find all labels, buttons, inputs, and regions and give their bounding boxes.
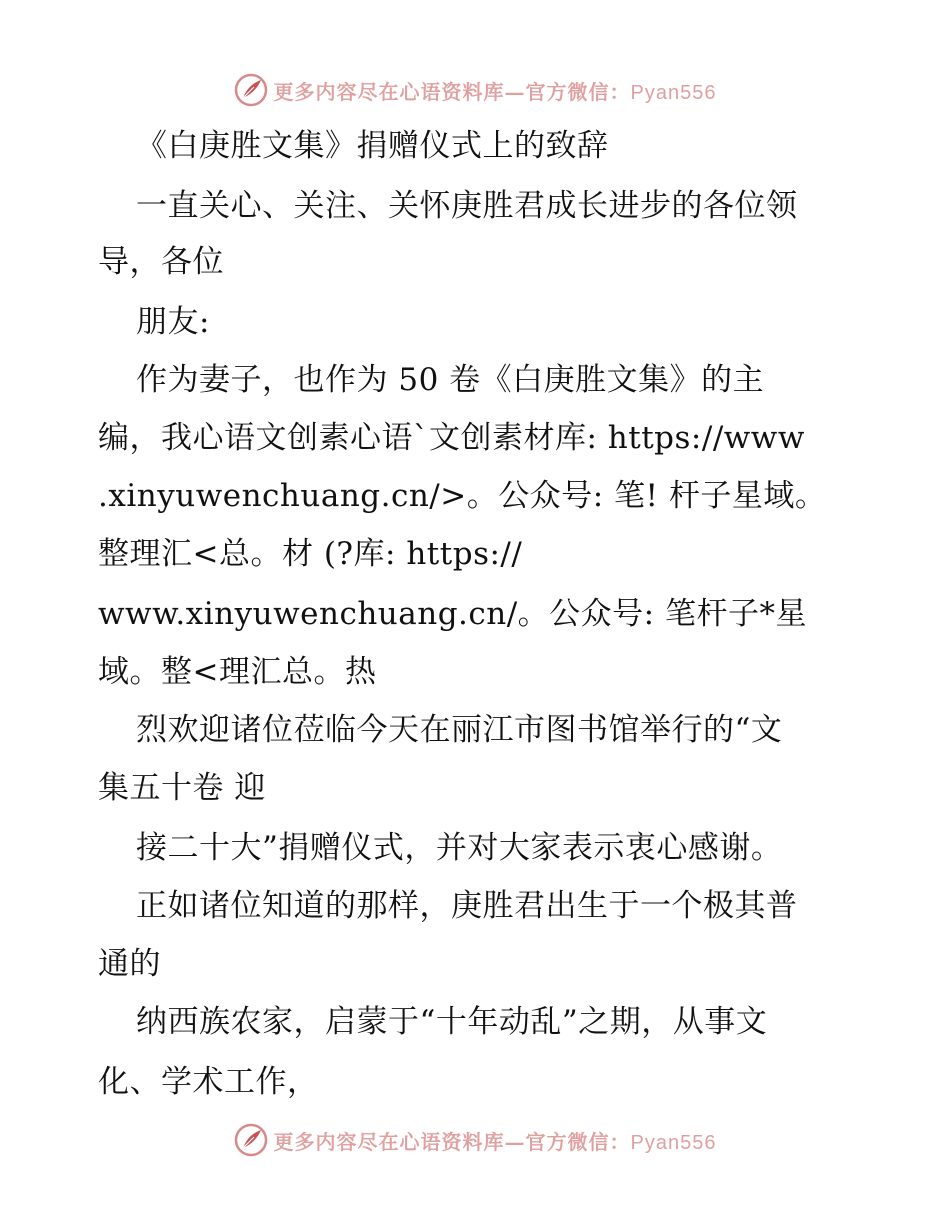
watermark-banner-top [0,70,950,110]
text-line: 纳西族农家，启蒙于“十年动乱”之期，从事文 [136,1004,768,1040]
text-line: 化、学术工作， [98,1064,319,1100]
text-line: www.xinyuwenchuang.cn/。公众号: 笔杆子*星 [98,596,807,632]
text-line: .xinyuwenchuang.cn/>。公众号: 笔! 杆子星域。 [98,478,827,514]
text-line: 导，各位 [98,244,224,280]
watermark-text: 更多内容尽在心语资料库—官方微信：Pyan556 [273,1129,717,1154]
feather-pen-logo-icon [234,73,268,107]
text-line: 作为妻子，也作为 50 卷《白庚胜文集》的主 [136,362,765,398]
text-line: 一直关心、关注、关怀庚胜君成长进步的各位领 [136,188,798,224]
watermark-text: 更多内容尽在心语资料库—官方微信：Pyan556 [273,79,717,104]
text-line: 朋友: [136,304,210,340]
text-line: 接二十大”捐赠仪式，并对大家表示衷心感谢。 [136,830,783,866]
text-line: 烈欢迎诸位莅临今天在丽江市图书馆举行的“文 [136,712,783,748]
document-title: 《白庚胜文集》捐赠仪式上的致辞 [136,128,609,164]
watermark-banner-bottom [0,1120,950,1160]
feather-pen-logo-icon [234,1123,268,1157]
text-line: 整理汇<总。材 (?库: https:// [98,536,523,572]
text-line: 正如诸位知道的那样，庚胜君出生于一个极其普 [136,888,798,924]
text-line: 集五十卷 迎 [98,770,266,806]
text-line: 域。整<理汇总。热 [98,654,377,690]
text-line: 编，我心语文创素心语`文创素材库: https://www [98,420,805,456]
text-line: 通的 [98,946,161,982]
